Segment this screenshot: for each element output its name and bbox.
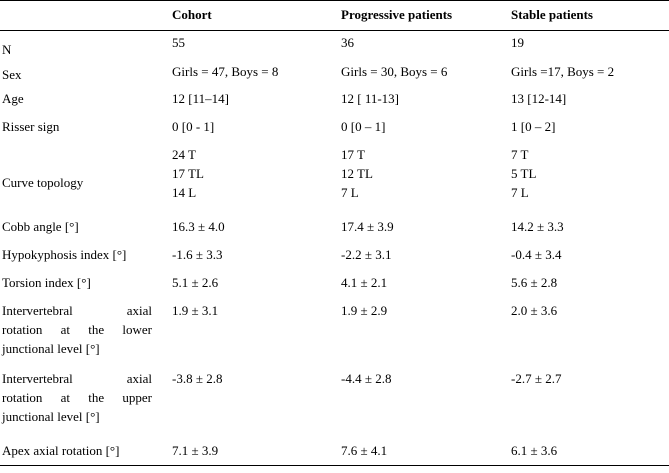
stable-value: 1 [0 – 2] xyxy=(511,119,556,134)
stable-value: 2.0 ± 3.6 xyxy=(511,303,558,318)
stable-value: 14.2 ± 3.3 xyxy=(511,219,564,234)
stable-value: -2.7 ± 2.7 xyxy=(511,371,562,386)
progressive-value: Girls = 30, Boys = 6 xyxy=(341,64,448,79)
progressive-value: 1.9 ± 2.9 xyxy=(341,303,388,318)
column-header-cohort: Cohort xyxy=(172,7,212,22)
cohort-value: 1.9 ± 3.1 xyxy=(172,303,219,318)
stable-value: -0.4 ± 3.4 xyxy=(511,247,562,262)
topology-line: 14 L xyxy=(172,185,197,200)
row-label-line: Intervertebral axial xyxy=(2,371,152,386)
row-label: Apex axial rotation [°] xyxy=(2,443,120,458)
topology-line: 17 T xyxy=(341,147,365,162)
column-header-progressive: Progressive patients xyxy=(341,7,453,22)
progressive-value: 4.1 ± 2.1 xyxy=(341,275,388,290)
progressive-value: 12 [ 11-13] xyxy=(341,91,400,106)
topology-line: 7 T xyxy=(511,147,529,162)
row-label: Curve topology xyxy=(2,175,84,190)
row-label: Torsion index [°] xyxy=(2,275,91,290)
cohort-value: -1.6 ± 3.3 xyxy=(172,247,223,262)
cohort-value: 12 [11–14] xyxy=(172,91,229,106)
row-label: N xyxy=(2,42,12,57)
stable-value: 13 [12-14] xyxy=(511,91,567,106)
column-header-stable: Stable patients xyxy=(511,7,593,22)
progressive-value xyxy=(341,145,373,202)
cohort-value: 7.1 ± 3.9 xyxy=(172,443,219,458)
progressive-value: 17.4 ± 3.9 xyxy=(341,219,394,234)
progressive-value: 7.6 ± 4.1 xyxy=(341,443,388,458)
row-label-line: Intervertebral axial xyxy=(2,303,152,318)
stable-value: 19 xyxy=(511,35,524,50)
row-label-line: junctional level [°] xyxy=(2,341,100,356)
topology-line: 17 TL xyxy=(172,166,204,181)
stable-value: 6.1 ± 3.6 xyxy=(511,443,558,458)
progressive-value: 36 xyxy=(341,35,354,50)
stable-value xyxy=(511,145,536,202)
row-label: Cobb angle [°] xyxy=(2,219,79,234)
stable-value: Girls =17, Boys = 2 xyxy=(511,64,615,79)
cohort-value xyxy=(172,145,204,202)
row-label: Age xyxy=(2,91,24,106)
row-label: Hypokyphosis index [°] xyxy=(2,247,127,262)
bottom-rule xyxy=(0,465,669,466)
topology-line: 5 TL xyxy=(511,166,537,181)
row-label-line: rotation at the upper xyxy=(2,390,152,405)
topology-line: 12 TL xyxy=(341,166,373,181)
row-label xyxy=(2,301,152,358)
cohort-value: Girls = 47, Boys = 8 xyxy=(172,64,279,79)
cohort-value: 5.1 ± 2.6 xyxy=(172,275,219,290)
progressive-value: -2.2 ± 3.1 xyxy=(341,247,392,262)
top-rule xyxy=(0,0,669,1)
row-label: Sex xyxy=(2,67,22,82)
cohort-value: 0 [0 - 1] xyxy=(172,119,215,134)
row-label-line: rotation at the lower xyxy=(2,322,152,337)
topology-line: 24 T xyxy=(172,147,196,162)
cohort-value: 55 xyxy=(172,35,185,50)
stable-value: 5.6 ± 2.8 xyxy=(511,275,558,290)
header-rule xyxy=(0,30,669,31)
topology-line: 7 L xyxy=(511,185,529,200)
row-label-line: junctional level [°] xyxy=(2,409,100,424)
row-label xyxy=(2,369,152,426)
progressive-value: 0 [0 – 1] xyxy=(341,119,386,134)
row-label: Risser sign xyxy=(2,119,60,134)
progressive-value: -4.4 ± 2.8 xyxy=(341,371,392,386)
cohort-value: 16.3 ± 4.0 xyxy=(172,219,225,234)
topology-line: 7 L xyxy=(341,185,359,200)
cohort-value: -3.8 ± 2.8 xyxy=(172,371,223,386)
